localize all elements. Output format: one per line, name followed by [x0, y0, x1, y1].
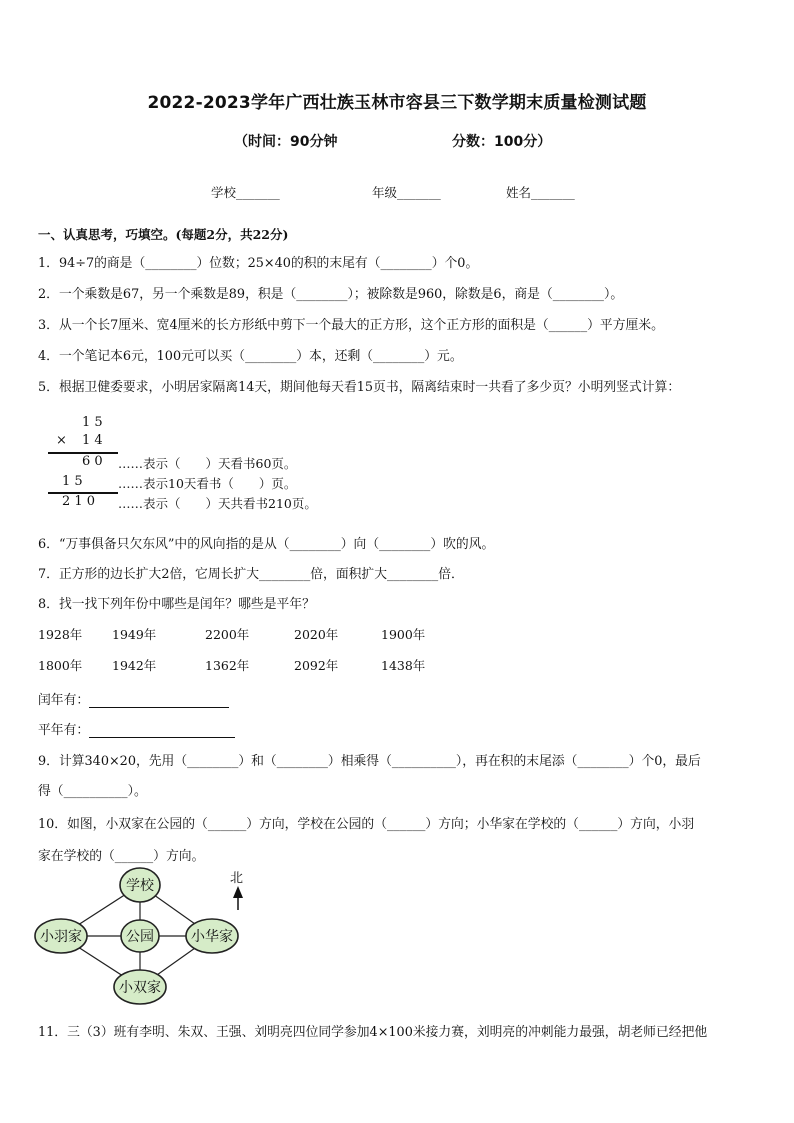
year-item: 2092年: [294, 658, 339, 673]
question-6: 6．“万事俱备只欠东风”中的风向指的是从（________）向（________）吹的风。: [38, 537, 495, 552]
question-8: 8．找一找下列年份中哪些是闰年？哪些是平年？: [38, 597, 315, 612]
calc-row-2: 1 4: [82, 433, 103, 448]
year-item: 1942年: [112, 658, 157, 673]
calc-row-1: 1 5: [82, 415, 103, 430]
times-sign: ×: [56, 433, 67, 448]
question-10-line-2: 家在学校的（______）方向。: [38, 849, 205, 864]
year-item: 1800年: [38, 658, 83, 673]
calc-row-3: 6 0: [82, 454, 103, 469]
calc-note-3: ……表示（ ）天共看书210页。: [118, 496, 317, 511]
xiaoyu-home-label: 小羽家: [40, 929, 82, 945]
question-2: 2．一个乘数是67，另一个乘数是89，积是（________）；被除数是960，除数是6，商是（________）。: [38, 287, 624, 302]
year-item: 1928年: [38, 627, 83, 642]
leap-year-blank[interactable]: [89, 693, 229, 708]
xiaoshuang-home-label: 小双家: [119, 980, 161, 996]
question-11: 11．三（3）班有李明、朱双、王强、刘明亮四位同学参加4×100米接力赛，刘明亮的冲刺能力最强，胡老师已经把他: [38, 1025, 708, 1040]
school-label: 学校: [126, 878, 154, 894]
page-title: 2022-2023学年广西壮族玉林市容县三下数学期末质量检测试题: [147, 93, 647, 113]
year-item: 1438年: [381, 658, 426, 673]
question-9-line-1: 9．计算340×20，先用（________）和（________）相乘得（__________），再在积的末尾添（________）个0，最后: [38, 754, 701, 769]
question-10-line-1: 10．如图，小双家在公园的（______）方向，学校在公园的（______）方向；小华家在学校的（______）方向，小羽: [38, 817, 695, 832]
park-label: 公园: [126, 929, 154, 945]
north-arrow-icon: [230, 871, 243, 910]
common-year-label: 平年有：: [38, 723, 90, 738]
calc-row-4: 1 5: [62, 474, 83, 489]
name-field: 姓名_______: [506, 185, 575, 200]
score-label: 分数：100分）: [452, 134, 552, 150]
calc-row-5: 2 1 0: [62, 494, 96, 509]
calc-note-1: ……表示（ ）天看书60页。: [118, 456, 297, 471]
leap-year-label: 闰年有：: [38, 693, 90, 708]
leap-year-answer: [38, 689, 229, 708]
north-label: 北: [230, 871, 244, 886]
direction-map: [30, 866, 260, 1008]
year-item: 1362年: [205, 658, 250, 673]
year-item: 2200年: [205, 627, 250, 642]
year-item: 1949年: [112, 627, 157, 642]
year-item: 1900年: [381, 627, 426, 642]
year-item: 2020年: [294, 627, 339, 642]
grade-field: 年级_______: [372, 185, 441, 200]
school-field: 学校_______: [211, 185, 280, 200]
calc-note-2: ……表示10天看书（ ）页。: [118, 476, 297, 491]
time-label: （时间：90分钟: [234, 134, 338, 150]
question-5: 5．根据卫健委要求，小明居家隔离14天，期间他每天看15页书，隔离结束时一共看了多少页？小明列竖式计算：: [38, 380, 681, 395]
section-heading: 一、认真思考，巧填空。(每题2分，共22分): [38, 227, 289, 242]
question-9-line-2: 得（__________）。: [38, 784, 147, 799]
common-year-answer: [38, 719, 235, 738]
question-4: 4．一个笔记本6元，100元可以买（________）本，还剩（________）元。: [38, 349, 463, 364]
xiaohua-home-label: 小华家: [191, 929, 233, 945]
question-7: 7．正方形的边长扩大2倍，它周长扩大________倍，面积扩大________倍．: [38, 567, 464, 582]
question-3: 3．从一个长7厘米、宽4厘米的长方形纸中剪下一个最大的正方形，这个正方形的面积是（______）平方厘米。: [38, 318, 664, 333]
common-year-blank[interactable]: [89, 723, 235, 738]
question-1: 1．94÷7的商是（________）位数；25×40的积的末尾有（________）个0。: [38, 256, 479, 271]
